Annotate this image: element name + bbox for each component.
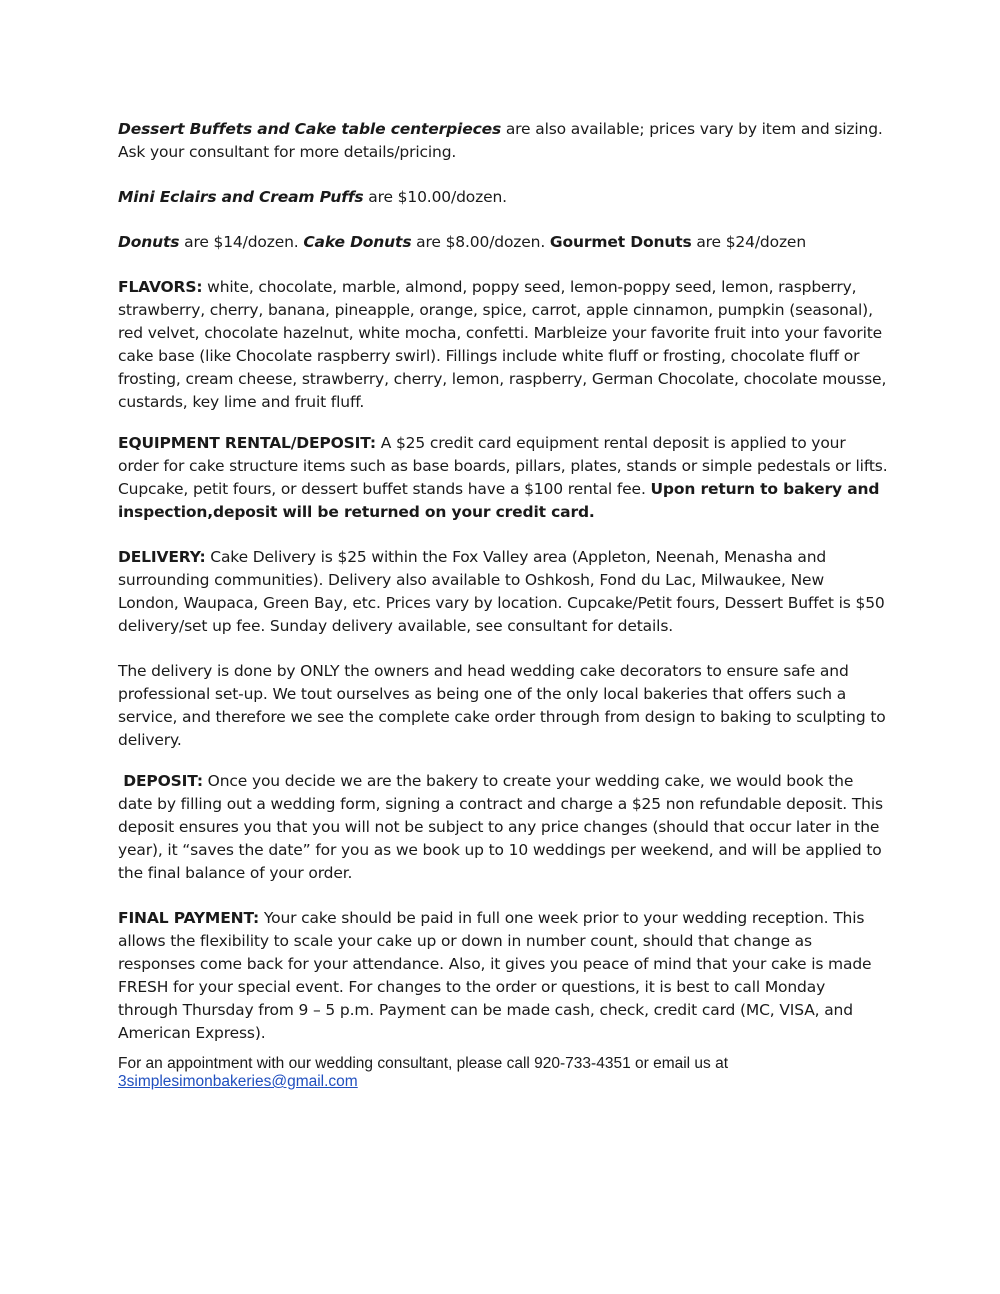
contact-paragraph [118,1055,888,1091]
flavors-paragraph [118,276,888,414]
gourmet-donuts-price: are $24/dozen [691,233,806,251]
contact-text: For an appointment with our wedding consultant, please call 920-733-4351 or email us at [118,1055,729,1072]
eclairs-text: are $10.00/dozen. [363,188,507,206]
equipment-return-note: Upon return to bakery and inspection,deposit will be returned on your credit card. [118,480,880,521]
deposit-text: Once you decide we are the bakery to create your wedding cake, we would book the date by filling out a wedding form, signing a contract and charge a $25 non refundable deposit. This deposit ensures you that you will not be subject to any price changes (should that occur later in the year), it “saves the date” for you as we book up to 10 weddings per weekend, and will be applied to the final balance of your order. [118,772,883,882]
owners-delivery-text: The delivery is done by ONLY the owners and head wedding cake decorators to ensure safe and professional set-up. We tout ourselves as being one of the only local bakeries that offers such a service, and therefore we see the complete cake order through from design to baking to sculpting to delivery. [118,662,886,749]
delivery-text: Cake Delivery is $25 within the Fox Valley area (Appleton, Neenah, Menasha and surrounding communities). Delivery also available to Oshkosh, Fond du Lac, Milwaukee, New London, Waupaca, Green Bay, etc. Prices vary by location. Cupcake/Petit fours, Dessert Buffet is $50 delivery/set up fee. Sunday delivery available, see consultant for details. [118,548,885,635]
deposit-paragraph [118,770,888,885]
cake-donuts-label: Cake Donuts [303,233,412,251]
dessert-buffets-paragraph [118,118,888,164]
owners-delivery-paragraph [118,660,888,752]
donuts-paragraph [118,231,888,254]
cake-donuts-price: are $8.00/dozen. [411,233,550,251]
equipment-rental-paragraph [118,432,888,524]
flavors-text: white, chocolate, marble, almond, poppy seed, lemon-poppy seed, lemon, raspberry, strawberry, cherry, banana, pineapple, orange, spice, carrot, apple cinnamon, pumpkin (seasonal), red velvet, chocolate hazelnut, white mocha, confetti. Marbleize your favorite fruit into your favorite cake base (like Chocolate raspberry swirl). Fillings include white fluff or frosting, chocolate fluff or frosting, cream cheese, strawberry, cherry, lemon, raspberry, German Chocolate, chocolate mousse, custards, key lime and fruit fluff. [118,278,887,411]
equipment-rental-text: A $25 credit card equipment rental deposit is applied to your order for cake structure items such as base boards, pillars, plates, stands or simple pedestals or lifts. Cupcake, petit fours, or dessert buffet stands have a $100 rental fee. [118,434,888,498]
donuts-price: are $14/dozen. [179,233,304,251]
deposit-label: DEPOSIT: [118,772,203,790]
final-payment-label: FINAL PAYMENT: [118,909,260,927]
email-link[interactable]: 3simplesimonbakeries@gmail.com [118,1073,358,1090]
dessert-buffets-text: are also available; prices vary by item and sizing. Ask your consultant for more details/pricing. [118,120,883,161]
flavors-label: FLAVORS: [118,278,203,296]
eclairs-paragraph [118,186,888,209]
delivery-label: DELIVERY: [118,548,206,566]
gourmet-donuts-label: Gourmet Donuts [549,233,692,251]
donuts-label: Donuts [118,233,180,251]
final-payment-text: Your cake should be paid in full one week prior to your wedding reception. This allows the flexibility to scale your cake up or down in number count, should that change as responses come back for your attendance. Also, it gives you peace of mind that your cake is made FRESH for your special event. For changes to the order or questions, it is best to call Monday through Thursday from 9 – 5 p.m. Payment can be made cash, check, credit card (MC, VISA, and American Express). [118,909,872,1042]
eclairs-heading: Mini Eclairs and Cream Puffs [118,188,364,206]
delivery-paragraph [118,546,888,638]
final-payment-paragraph [118,907,888,1045]
dessert-buffets-heading: Dessert Buffets and Cake table centerpieces [118,120,502,138]
equipment-rental-label: EQUIPMENT RENTAL/DEPOSIT: [118,434,376,452]
document-body [118,118,888,1091]
